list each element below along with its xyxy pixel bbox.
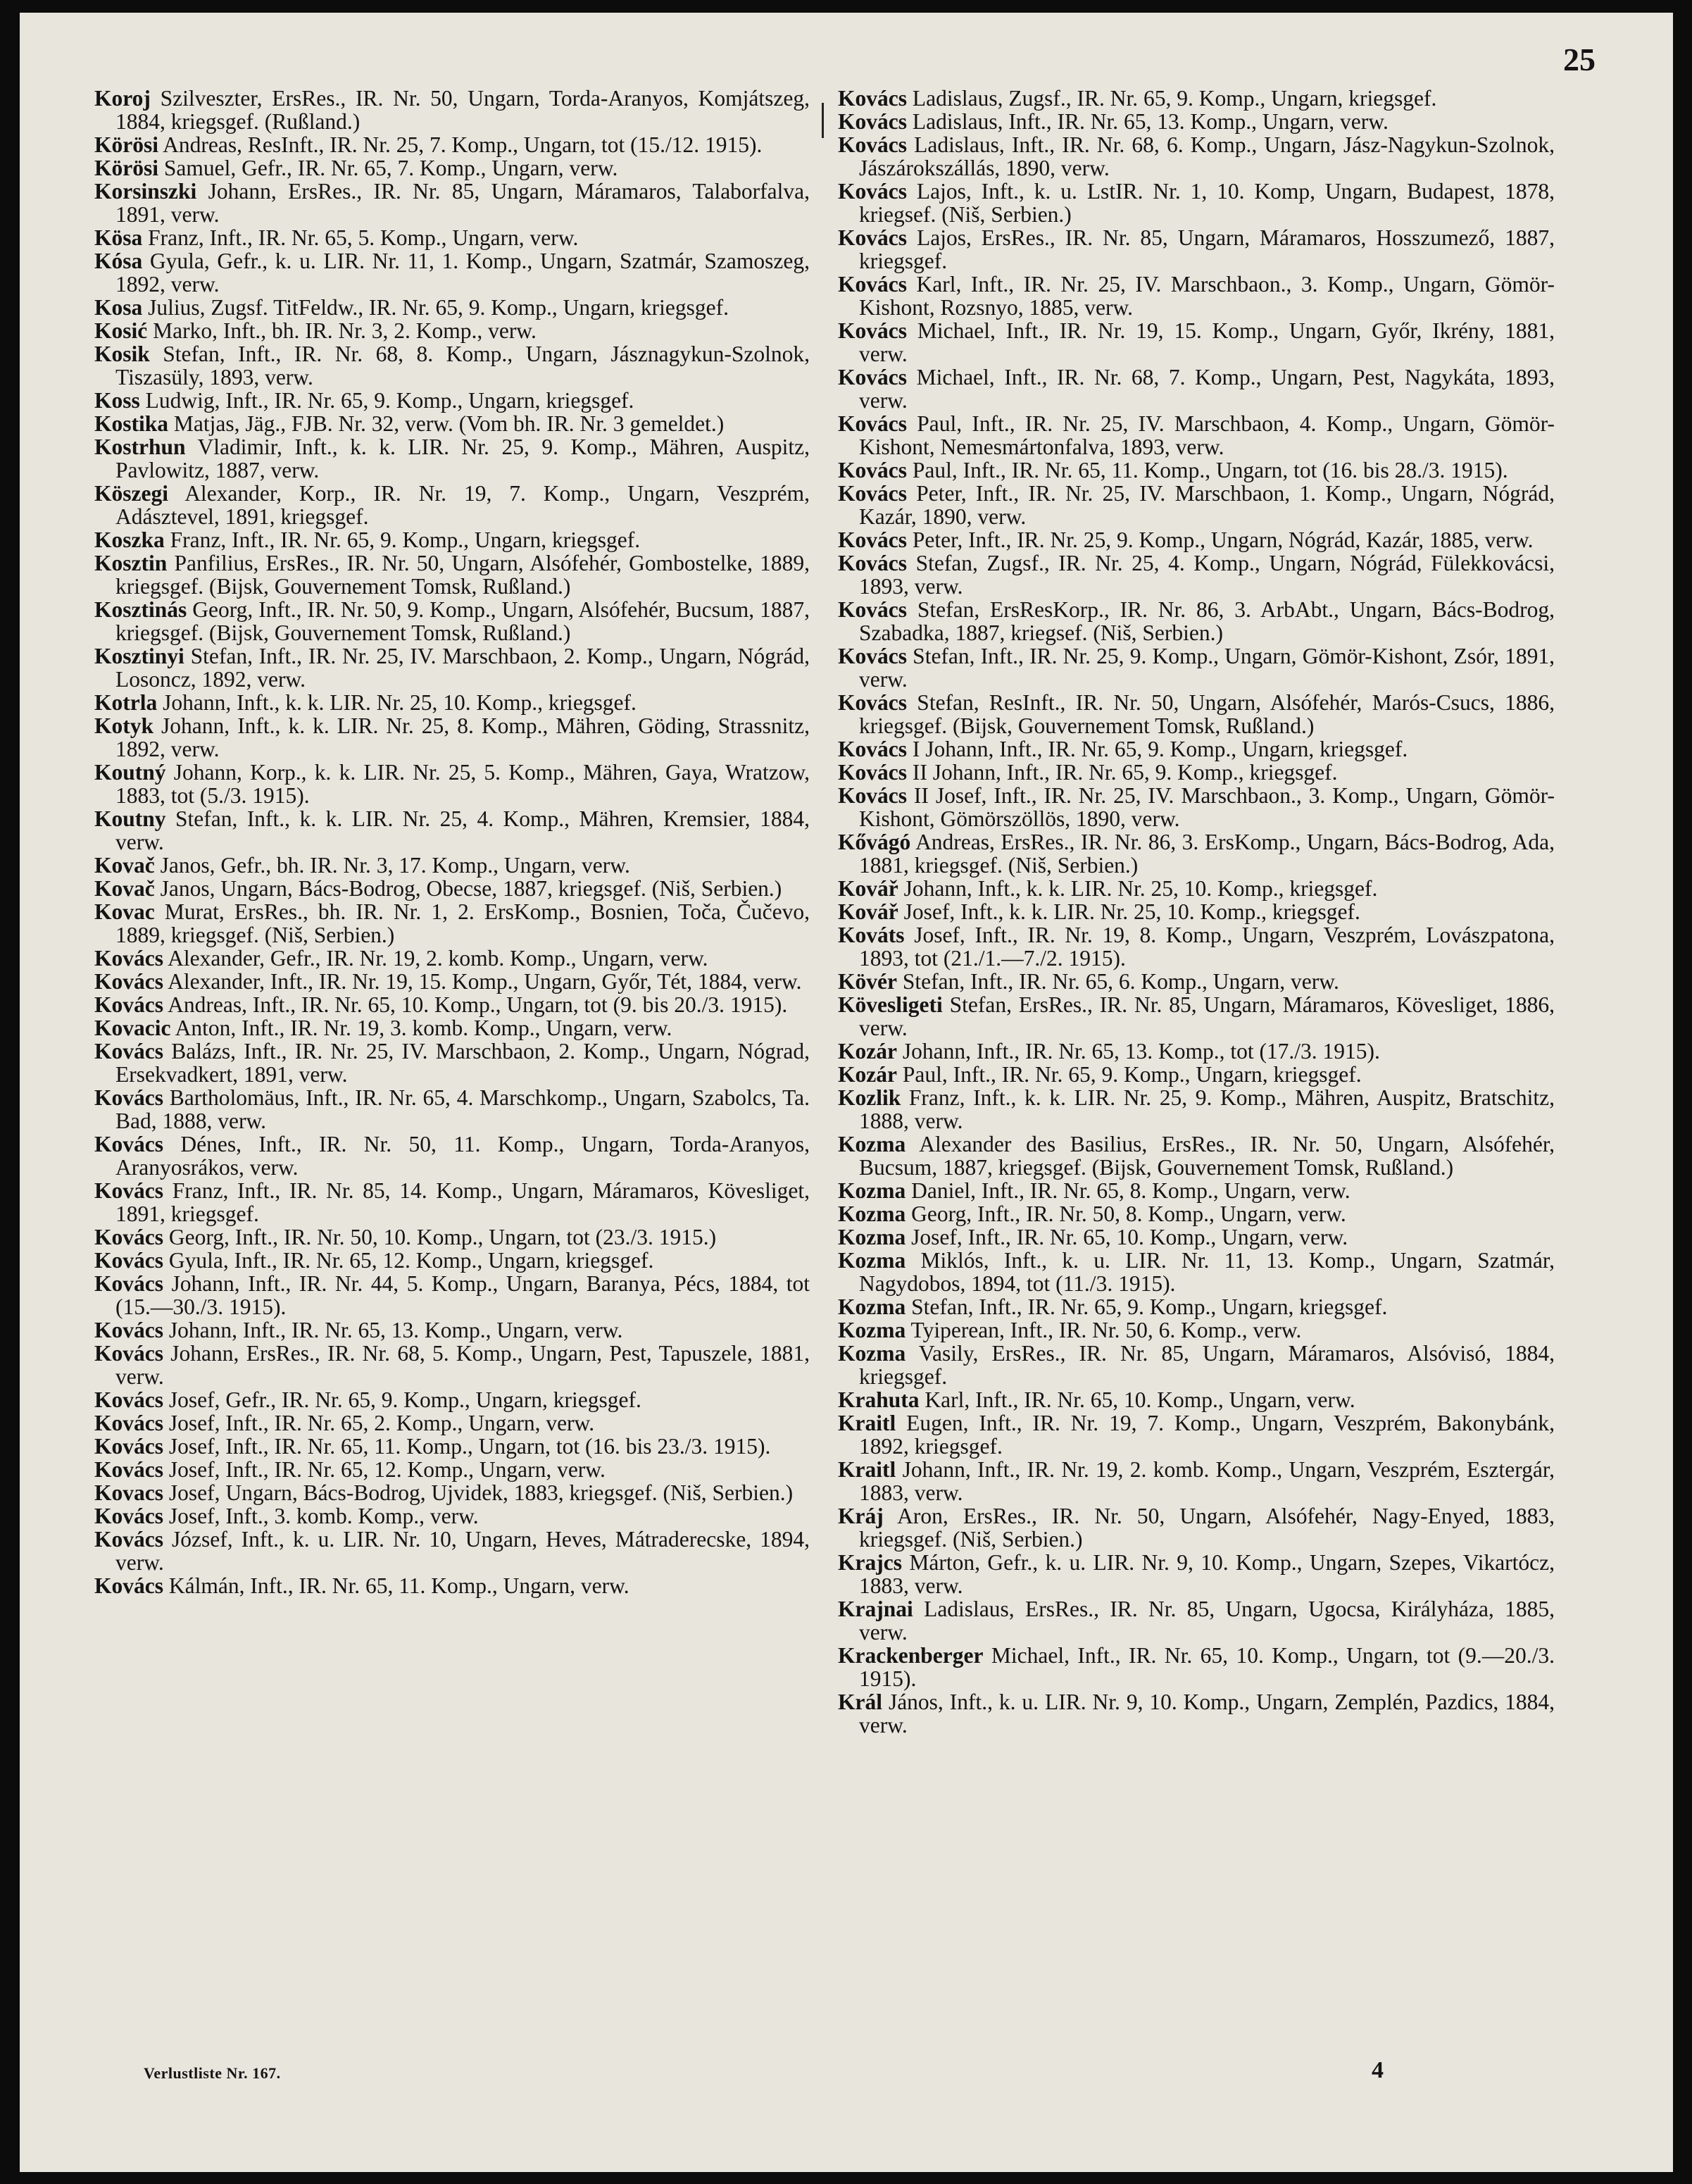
entry-details: Lajos, Inft., k. u. LstIR. Nr. 1, 10. Komp, Ungarn, Budapest, 1878, kriegsef. (Niš, Serbien.) [859,179,1555,227]
list-entry [94,435,810,482]
entry-surname: Kovács [838,528,907,552]
list-entry [838,923,1555,970]
entry-surname: Kovac [94,899,155,924]
entry-surname: Kósa [94,249,143,273]
entry-surname: Krahuta [838,1387,920,1412]
list-entry [838,1644,1555,1690]
entry-details: Georg, Inft., IR. Nr. 50, 10. Komp., Ungarn, tot (23./3. 1915.) [168,1225,717,1249]
entry-surname: Kovacic [94,1016,171,1040]
entry-surname: Kovács [838,318,907,343]
list-entry [94,226,810,249]
entry-surname: Kováts [838,923,905,947]
entry-details: Janos, Ungarn, Bács-Bodrog, Obecse, 1887, kriegsgef. (Niš, Serbien.) [160,876,782,901]
list-entry [94,854,810,877]
list-entry [94,877,810,900]
entry-details: János, Inft., k. u. LIR. Nr. 9, 10. Komp., Ungarn, Zemplén, Pazdics, 1884, verw. [859,1690,1555,1737]
entry-details: Tyiperean, Inft., IR. Nr. 50, 6. Komp., verw. [910,1318,1302,1342]
entry-surname: Kovács [838,783,907,808]
list-entry [94,1388,810,1411]
list-entry [838,737,1555,761]
entry-details: Johann, ErsRes., IR. Nr. 85, Ungarn, Máramaros, Talaborfalva, 1891, verw. [115,179,810,227]
entry-surname: Kotrla [94,690,158,715]
entry-details: Josef, Gefr., IR. Nr. 65, 9. Komp., Ungarn, kriegsgef. [168,1387,641,1412]
entry-surname: Kosztinás [94,597,187,622]
entry-details: Johann, Inft., k. k. LIR. Nr. 25, 10. Komp., kriegsgef. [903,876,1378,901]
list-entry [838,877,1555,900]
entry-details: Paul, Inft., IR. Nr. 65, 11. Komp., Ungarn, tot (16. bis 28./3. 1915). [912,458,1508,482]
entry-surname: Kosa [94,295,143,320]
entry-surname: Kozlik [838,1085,901,1110]
entry-details: Stefan, Inft., IR. Nr. 65, 9. Komp., Ungarn, kriegsgef. [911,1294,1388,1319]
entry-details: Stefan, ErsResKorp., IR. Nr. 86, 3. ArbAbt., Ungarn, Bács-Bodrog, Szabadka, 1887, kriegsef. (Niš, Serbien.) [859,597,1555,645]
entry-details: Stefan, Inft., IR. Nr. 65, 6. Komp., Ungarn, verw. [902,969,1339,994]
entry-surname: Kosztin [94,551,168,575]
entry-surname: Koszka [94,528,165,552]
list-entry [838,1342,1555,1388]
entry-surname: Kovács [838,225,907,250]
entry-details: Andreas, ErsRes., IR. Nr. 86, 3. ErsKomp., Ungarn, Bács-Bodrog, Ada, 1881, kriegsgef. (Niš, Serbien.) [859,830,1555,878]
entry-surname: Kovács [94,969,163,994]
entry-details: Josef, Inft., IR. Nr. 65, 12. Komp., Ungarn, verw. [168,1457,606,1482]
list-entry [838,1690,1555,1737]
list-entry [94,644,810,691]
entry-surname: Kovács [94,1341,163,1366]
list-entry [94,1040,810,1086]
entry-details: Johann, Inft., IR. Nr. 65, 13. Komp., Ungarn, verw. [168,1318,623,1342]
list-entry [94,1458,810,1481]
entry-details: Johann, ErsRes., IR. Nr. 68, 5. Komp., Ungarn, Pest, Tapuszele, 1881, verw. [115,1341,810,1389]
list-entry [94,598,810,644]
entry-details: Josef, Inft., IR. Nr. 65, 2. Komp., Ungarn, verw. [168,1411,595,1435]
list-entry [94,947,810,970]
list-entry [94,156,810,180]
list-entry [838,412,1555,458]
list-entry [94,1342,810,1388]
entry-details: Ladislaus, Zugsf., IR. Nr. 65, 9. Komp., Ungarn, kriegsgef. [912,86,1437,111]
list-entry [838,482,1555,528]
entry-details: Franz, Inft., IR. Nr. 65, 9. Komp., Ungarn, kriegsgef. [170,528,641,552]
entry-details: Szilveszter, ErsRes., IR. Nr. 50, Ungarn, Torda-Aranyos, Komjátszeg, 1884, kriegsgef. (Rußland.) [115,86,810,134]
list-entry [838,644,1555,691]
entry-surname: Kovács [94,1248,163,1273]
column-divider [822,103,824,138]
list-entry [94,1249,810,1272]
entry-details: Josef, Ungarn, Bács-Bodrog, Ujvidek, 1883, kriegsgef. (Niš, Serbien.) [168,1480,794,1505]
entry-details: Alexander, Inft., IR. Nr. 19, 15. Komp., Ungarn, Győr, Tét, 1884, verw. [168,969,802,994]
entry-surname: Kovács [94,1504,163,1528]
entry-surname: Kösa [94,225,143,250]
entry-surname: Körösi [94,156,158,180]
entry-details: Gyula, Inft., IR. Nr. 65, 12. Komp., Ungarn, kriegsgef. [168,1248,654,1273]
list-entry [94,900,810,947]
entry-surname: Kovacs [94,1480,163,1505]
entry-surname: Kovács [838,690,907,715]
document-page [20,13,1673,2172]
entry-details: Johann, Inft., IR. Nr. 44, 5. Komp., Ungarn, Baranya, Pécs, 1884, tot (15.—30./3. 1915). [115,1271,810,1319]
list-entry [838,1597,1555,1644]
entry-surname: Kovács [94,1387,163,1412]
entry-surname: Kovács [838,760,907,785]
entry-surname: Kráj [838,1504,884,1528]
list-entry [94,528,810,551]
entry-surname: Kozma [838,1202,906,1226]
list-entry [838,970,1555,993]
entry-details: Bartholomäus, Inft., IR. Nr. 65, 4. Marschkomp., Ungarn, Szabolcs, Ta. Bad, 1888, verw. [115,1085,810,1133]
list-entry [94,342,810,389]
list-entry [838,900,1555,923]
list-entry [838,180,1555,226]
entry-details: Johann, Inft., IR. Nr. 65, 13. Komp., tot (17./3. 1915). [902,1039,1380,1063]
list-entry [94,1086,810,1132]
entry-surname: Kővágó [838,830,911,854]
list-entry [94,714,810,761]
list-entry [94,1179,810,1225]
list-entry [838,761,1555,784]
entry-surname: Kraitl [838,1411,896,1435]
list-entry [838,1388,1555,1411]
list-entry [94,1481,810,1504]
entry-details: József, Inft., k. u. LIR. Nr. 10, Ungarn, Heves, Mátraderecske, 1894, verw. [115,1527,810,1575]
list-entry [838,1318,1555,1342]
list-entry [838,528,1555,551]
entry-details: Josef, Inft., IR. Nr. 65, 11. Komp., Ungarn, tot (16. bis 23./3. 1915). [168,1434,771,1459]
list-entry [94,412,810,435]
entry-details: Paul, Inft., IR. Nr. 65, 9. Komp., Ungarn, kriegsgef. [902,1062,1362,1087]
entry-details: II Johann, Inft., IR. Nr. 65, 9. Komp., kriegsgef. [912,760,1338,785]
entry-surname: Kotyk [94,713,154,738]
entry-surname: Kovács [94,1318,163,1342]
entry-surname: Kovács [94,1527,163,1552]
list-entry [94,249,810,296]
entry-surname: Kozár [838,1039,897,1063]
list-entry [94,389,810,412]
entry-surname: Kovács [838,86,907,111]
entry-surname: Kovács [94,1434,163,1459]
entry-details: Dénes, Inft., IR. Nr. 50, 11. Komp., Ungarn, Torda-Aranyos, Aranyosrákos, verw. [115,1132,810,1180]
entry-details: Michael, Inft., IR. Nr. 19, 15. Komp., Ungarn, Győr, Ikrény, 1881, verw. [859,318,1555,366]
entry-surname: Kovács [838,132,907,157]
entry-surname: Kovács [838,365,907,389]
entry-details: Lajos, ErsRes., IR. Nr. 85, Ungarn, Máramaros, Hosszumező, 1887, kriegsgef. [859,225,1555,273]
entry-details: Stefan, Inft., IR. Nr. 68, 8. Komp., Ungarn, Jásznagykun-Szolnok, Tiszasüly, 1893, verw. [115,342,810,389]
entry-details: Ladislaus, ErsRes., IR. Nr. 85, Ungarn, Ugocsa, Királyháza, 1885, verw. [859,1597,1555,1645]
list-entry [838,110,1555,133]
entry-surname: Köszegi [94,481,168,506]
list-entry [838,551,1555,598]
list-entry [838,1179,1555,1202]
list-entry [94,1318,810,1342]
entry-details: Janos, Gefr., bh. IR. Nr. 3, 17. Komp., Ungarn, verw. [160,853,630,878]
entry-details: Vladimir, Inft., k. k. LIR. Nr. 25, 9. Komp., Mähren, Auspitz, Pavlowitz, 1887, verw. [115,435,810,482]
entry-surname: Kovács [838,179,907,204]
entry-details: Franz, Inft., IR. Nr. 65, 5. Komp., Ungarn, verw. [148,225,579,250]
list-entry [838,1551,1555,1597]
list-entry [838,1458,1555,1504]
entry-surname: Kövér [838,969,897,994]
entry-surname: Kovács [838,551,907,575]
entry-surname: Krajcs [838,1550,902,1575]
list-entry [94,1016,810,1040]
entry-surname: Kosztinyi [94,644,184,668]
entry-surname: Kozma [838,1318,906,1342]
list-entry [838,133,1555,180]
entry-details: Samuel, Gefr., IR. Nr. 65, 7. Komp., Ungarn, verw. [163,156,618,180]
entry-details: Johann, Inft., IR. Nr. 19, 2. komb. Komp., Ungarn, Veszprém, Esztergár, 1883, verw. [859,1457,1555,1505]
entry-details: Stefan, Inft., IR. Nr. 25, 9. Komp., Ungarn, Gömör-Kishont, Zsór, 1891, verw. [859,644,1555,692]
list-entry [94,1132,810,1179]
right-column [838,87,1555,1737]
list-entry [838,1063,1555,1086]
list-entry [94,807,810,854]
entry-surname: Kovács [838,597,907,622]
list-entry [838,784,1555,830]
entry-surname: Kovács [838,458,907,482]
entry-surname: Körösi [94,132,158,157]
entry-surname: Kovács [94,1411,163,1435]
list-entry [94,87,810,133]
entry-details: Márton, Gefr., k. u. LIR. Nr. 9, 10. Komp., Ungarn, Szepes, Vikartócz, 1883, verw. [859,1550,1555,1598]
list-entry [838,830,1555,877]
entry-details: Gyula, Gefr., k. u. LIR. Nr. 11, 1. Komp., Ungarn, Szatmár, Szamoszeg, 1892, verw. [115,249,810,297]
list-entry [838,598,1555,644]
list-entry [838,458,1555,482]
list-entry [94,1504,810,1528]
entry-surname: Kovář [838,899,898,924]
entry-surname: Kövesligeti [838,992,943,1017]
list-entry [838,87,1555,110]
entry-surname: Kovač [94,853,155,878]
entry-surname: Kozma [838,1248,906,1273]
entry-details: Vasily, ErsRes., IR. Nr. 85, Ungarn, Máramaros, Alsóvisó, 1884, kriegsgef. [859,1341,1555,1389]
list-entry [94,1528,810,1574]
entry-surname: Korsinszki [94,179,197,204]
entry-details: Eugen, Inft., IR. Nr. 19, 7. Komp., Ungarn, Veszprém, Bakonybánk, 1892, kriegsgef. [859,1411,1555,1459]
entry-surname: Kovács [838,411,907,436]
entry-details: Josef, Inft., IR. Nr. 19, 8. Komp., Ungarn, Veszprém, Lovászpatona, 1893, tot (21./1.—7./2. 1915). [859,923,1555,971]
entry-surname: Kovács [94,1271,163,1296]
entry-details: Miklós, Inft., k. u. LIR. Nr. 11, 13. Komp., Ungarn, Szatmár, Nagydobos, 1894, tot (11./3. 1915). [859,1248,1555,1296]
list-entry [94,1225,810,1249]
entry-surname: Kovács [838,737,907,761]
list-entry [94,1272,810,1318]
entry-surname: Kovács [94,1573,163,1598]
list-entry [838,1202,1555,1225]
entry-details: I Johann, Inft., IR. Nr. 65, 9. Komp., Ungarn, kriegsgef. [912,737,1408,761]
entry-details: Murat, ErsRes., bh. IR. Nr. 1, 2. ErsKomp., Bosnien, Toča, Čučevo, 1889, kriegsgef. (Niš, Serbien.) [115,899,810,947]
entry-surname: Kovács [94,1178,163,1203]
list-entry [838,273,1555,319]
entry-details: Stefan, ResInft., IR. Nr. 50, Ungarn, Alsófehér, Marós-Csucs, 1886, kriegsgef. (Bijsk, Gouvernement Tomsk, Rußland.) [859,690,1555,738]
list-entry [94,296,810,319]
list-entry [838,1295,1555,1318]
list-entry [94,970,810,993]
entry-surname: Kovács [838,481,907,506]
entry-surname: Kovács [94,992,163,1017]
list-entry [94,1411,810,1435]
entry-details: II Josef, Inft., IR. Nr. 25, IV. Marschbaon., 3. Komp., Ungarn, Gömör-Kishont, Gömörszöllös, 1890, verw. [859,783,1555,831]
list-entry [838,319,1555,366]
entry-details: Balázs, Inft., IR. Nr. 25, IV. Marschbaon, 2. Komp., Ungarn, Nógrad, Ersekvadkert, 1891, verw. [115,1039,810,1087]
entry-details: Stefan, Inft., k. k. LIR. Nr. 25, 4. Komp., Mähren, Kremsier, 1884, verw. [115,806,810,854]
entry-details: Josef, Inft., IR. Nr. 65, 10. Komp., Ungarn, verw. [911,1225,1348,1249]
entry-surname: Kovács [94,1039,163,1063]
entry-details: Ladislaus, Inft., IR. Nr. 65, 13. Komp., Ungarn, verw. [912,109,1389,134]
entry-details: Anton, Inft., IR. Nr. 19, 3. komb. Komp., Ungarn, verw. [175,1016,672,1040]
entry-details: Alexander, Korp., IR. Nr. 19, 7. Komp., Ungarn, Veszprém, Adásztevel, 1891, kriegsgef. [115,481,810,529]
entry-surname: Kozár [838,1062,897,1087]
entry-details: Josef, Inft., k. k. LIR. Nr. 25, 10. Komp., kriegsgef. [903,899,1360,924]
list-entry [94,1435,810,1458]
page-number: 25 [1563,42,1596,77]
list-entry [838,1132,1555,1179]
entry-surname: Kovač [94,876,155,901]
entry-details: Franz, Inft., k. k. LIR. Nr. 25, 9. Komp., Mähren, Auspitz, Bratschitz, 1888, verw. [859,1085,1555,1133]
entry-surname: Kovács [94,1225,163,1249]
list-entry [94,993,810,1016]
list-entry [94,551,810,598]
entry-details: Stefan, ErsRes., IR. Nr. 85, Ungarn, Máramaros, Kövesliget, 1886, verw. [859,992,1555,1040]
entry-surname: Kovács [94,1457,163,1482]
entry-details: Michael, Inft., IR. Nr. 65, 10. Komp., Ungarn, tot (9.—20./3. 1915). [859,1643,1555,1691]
entry-surname: Kostrhun [94,435,186,459]
entry-surname: Kosić [94,318,148,343]
entry-details: Ludwig, Inft., IR. Nr. 65, 9. Komp., Ungarn, kriegsgef. [145,388,634,413]
entry-surname: Kovács [94,1085,163,1110]
list-entry [94,1574,810,1597]
entry-surname: Krajnai [838,1597,913,1621]
entry-surname: Kostika [94,411,169,436]
entry-details: Andreas, Inft., IR. Nr. 65, 10. Komp., Ungarn, tot (9. bis 20./3. 1915). [168,992,788,1017]
list-entry [94,482,810,528]
list-entry [94,180,810,226]
entry-details: Panfilius, ErsRes., IR. Nr. 50, Ungarn, Alsófehér, Gombostelke, 1889, kriegsgef. (Bijsk, Gouvernement Tomsk, Rußland.) [115,551,810,599]
entry-details: Andreas, ResInft., IR. Nr. 25, 7. Komp., Ungarn, tot (15./12. 1915). [163,132,763,157]
list-entry [94,133,810,156]
entry-details: Julius, Zugsf. TitFeldw., IR. Nr. 65, 9. Komp., Ungarn, kriegsgef. [148,295,729,320]
entry-details: Karl, Inft., IR. Nr. 25, IV. Marschbaon., 3. Komp., Ungarn, Gömör-Kishont, Rozsnyo, 1885, verw. [859,272,1555,320]
entry-surname: Kovář [838,876,898,901]
entry-details: Paul, Inft., IR. Nr. 25, IV. Marschbaon, 4. Komp., Ungarn, Gömör-Kishont, Nemesmártonfalva, 1893, verw. [859,411,1555,459]
entry-details: Daniel, Inft., IR. Nr. 65, 8. Komp., Ungarn, verw. [911,1178,1351,1203]
entry-details: Georg, Inft., IR. Nr. 50, 9. Komp., Ungarn, Alsófehér, Bucsum, 1887, kriegsgef. (Bijsk, Gouvernement Tomsk, Rußland.) [115,597,810,645]
entry-details: Ladislaus, Inft., IR. Nr. 68, 6. Komp., Ungarn, Jász-Nagykun-Szolnok, Jászárokszállás, 1890, verw. [859,132,1555,180]
list-entry [838,1504,1555,1551]
list-entry [838,1411,1555,1458]
entry-details: Kálmán, Inft., IR. Nr. 65, 11. Komp., Ungarn, verw. [168,1573,629,1598]
entry-details: Stefan, Inft., IR. Nr. 25, IV. Marschbaon, 2. Komp., Ungarn, Nógrád, Losoncz, 1892, verw. [115,644,810,692]
entry-details: Franz, Inft., IR. Nr. 85, 14. Komp., Ungarn, Máramaros, Kövesliget, 1891, kriegsgef. [115,1178,810,1226]
entry-details: Georg, Inft., IR. Nr. 50, 8. Komp., Ungarn, verw. [911,1202,1346,1226]
entry-surname: Kovács [94,946,163,971]
entry-details: Peter, Inft., IR. Nr. 25, 9. Komp., Ungarn, Nógrád, Kazár, 1885, verw. [912,528,1534,552]
entry-surname: Kozma [838,1341,906,1366]
entry-surname: Koutny [94,806,166,831]
list-entry [838,1040,1555,1063]
footer-note: Verlustliste Nr. 167. [144,2064,281,2082]
signature-mark: 4 [1372,2057,1384,2083]
list-entry [838,1225,1555,1249]
entry-surname: Krackenberger [838,1643,984,1668]
list-entry [838,691,1555,737]
entry-details: Johann, Korp., k. k. LIR. Nr. 25, 5. Komp., Mähren, Gaya, Wratzow, 1883, tot (5./3. 1915). [115,760,810,808]
left-column [94,87,810,1597]
list-entry [94,761,810,807]
entry-details: Michael, Inft., IR. Nr. 68, 7. Komp., Ungarn, Pest, Nagykáta, 1893, verw. [859,365,1555,413]
entry-details: Stefan, Zugsf., IR. Nr. 25, 4. Komp., Ungarn, Nógrád, Fülekkovácsi, 1893, verw. [859,551,1555,599]
list-entry [838,366,1555,412]
entry-details: Alexander, Gefr., IR. Nr. 19, 2. komb. Komp., Ungarn, verw. [168,946,708,971]
entry-surname: Kozma [838,1294,906,1319]
list-entry [838,226,1555,273]
entry-details: Marko, Inft., bh. IR. Nr. 3, 2. Komp., verw. [153,318,537,343]
list-entry [838,993,1555,1040]
entry-surname: Koss [94,388,140,413]
entry-surname: Koutný [94,760,166,785]
entry-surname: Kosik [94,342,150,366]
entry-details: Johann, Inft., k. k. LIR. Nr. 25, 10. Komp., kriegsgef. [163,690,637,715]
entry-details: Peter, Inft., IR. Nr. 25, IV. Marschbaon, 1. Komp., Ungarn, Nógrád, Kazár, 1890, verw. [859,481,1555,529]
entry-surname: Kovács [838,272,907,297]
list-entry [94,319,810,342]
entry-surname: Koroj [94,86,151,111]
list-entry [838,1249,1555,1295]
entry-surname: Kraitl [838,1457,896,1482]
entry-surname: Kovács [838,109,907,134]
entry-details: Johann, Inft., k. k. LIR. Nr. 25, 8. Komp., Mähren, Göding, Strassnitz, 1892, verw. [115,713,810,761]
list-entry [838,1086,1555,1132]
entry-details: Alexander des Basilius, ErsRes., IR. Nr. 50, Ungarn, Alsófehér, Bucsum, 1887, kriegsgef. (Bijsk, Gouvernement Tomsk, Rußland.) [859,1132,1555,1180]
entry-surname: Kozma [838,1178,906,1203]
entry-surname: Kozma [838,1132,906,1156]
entry-surname: Král [838,1690,882,1714]
entry-surname: Kovács [94,1132,163,1156]
entry-details: Aron, ErsRes., IR. Nr. 50, Ungarn, Alsófehér, Nagy-Enyed, 1883, kriegsgef. (Niš, Serbien.) [859,1504,1555,1552]
entry-details: Matjas, Jäg., FJB. Nr. 32, verw. (Vom bh. IR. Nr. 3 gemeldet.) [173,411,725,436]
entry-details: Karl, Inft., IR. Nr. 65, 10. Komp., Ungarn, verw. [925,1387,1355,1412]
list-entry [94,691,810,714]
entry-surname: Kovács [838,644,907,668]
entry-surname: Kozma [838,1225,906,1249]
entry-details: Josef, Inft., 3. komb. Komp., verw. [168,1504,479,1528]
